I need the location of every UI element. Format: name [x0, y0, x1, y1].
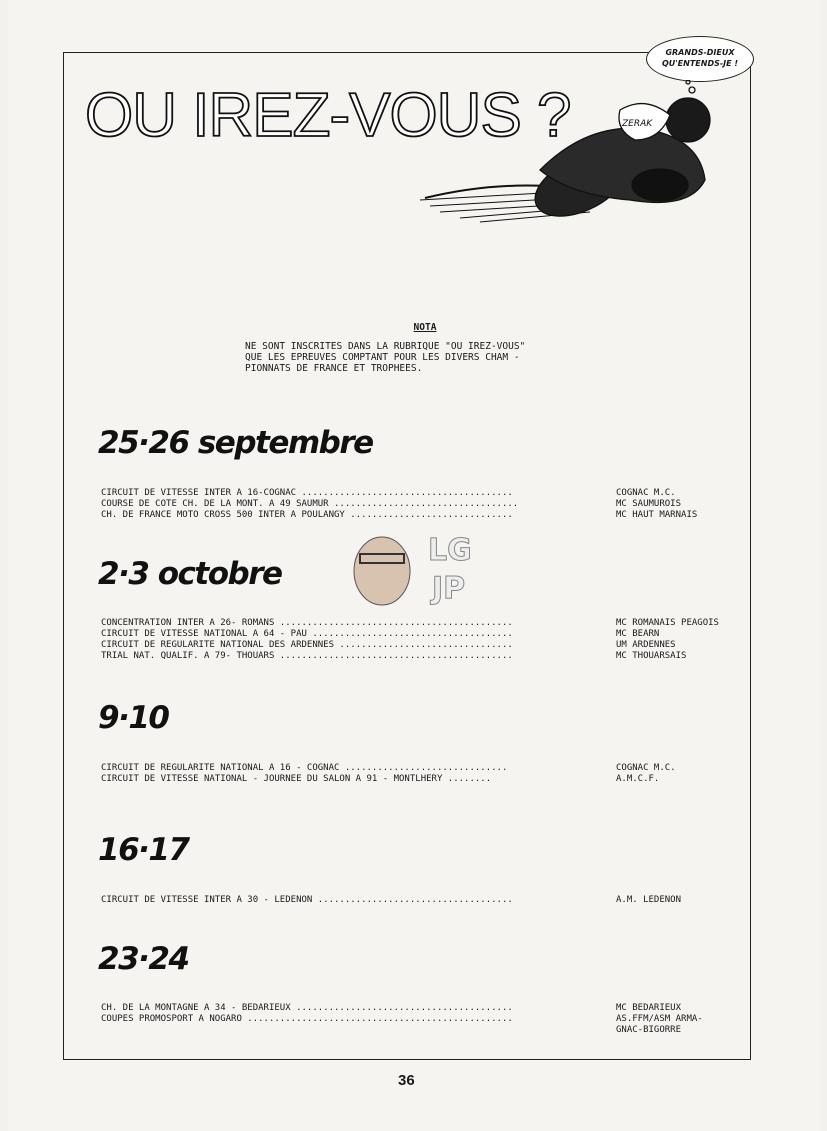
event-name: COUPES PROMOSPORT A NOGARO ................................................. — [101, 1014, 513, 1024]
page-title: OU IREZ-VOUS ? — [85, 81, 571, 150]
event-name: CONCENTRATION INTER A 26- ROMANS ........................................... — [101, 618, 513, 628]
event-list — [101, 1003, 721, 1036]
event-row — [101, 510, 721, 521]
event-organizer: MC HAUT MARNAIS — [616, 510, 698, 520]
event-name: CIRCUIT DE VITESSE NATIONAL A 64 - PAU ..................................... — [101, 629, 513, 639]
event-organizer: MC THOUARSAIS — [616, 651, 687, 661]
stamp-logo — [350, 526, 480, 606]
event-row — [101, 640, 721, 651]
date-heading: 9·10 — [98, 700, 169, 736]
event-row — [101, 499, 721, 510]
event-row — [101, 895, 721, 906]
event-row — [101, 1003, 721, 1014]
event-row — [101, 488, 721, 499]
event-name: CH. DE LA MONTAGNE A 34 - BEDARIEUX ........................................ — [101, 1003, 513, 1013]
nota-text — [245, 341, 605, 374]
event-organizer: MC BEARN — [616, 629, 660, 639]
event-name: CIRCUIT DE REGULARITE NATIONAL A 16 - COGNAC .............................. — [101, 763, 508, 773]
nota-line: QUE LES EPREUVES COMPTANT POUR LES DIVERS CHAM - — [245, 352, 520, 363]
event-row — [101, 774, 721, 785]
nota-line: NE SONT INSCRITES DANS LA RUBRIQUE "OU IREZ-VOUS" — [245, 341, 526, 352]
event-organizer: MC BEDARIEUX — [616, 1003, 682, 1013]
event-list — [101, 763, 721, 785]
event-organizer: COGNAC M.C. — [616, 763, 676, 773]
event-organizer: MC ROMANAIS PEAGOIS — [616, 618, 719, 628]
event-name: CIRCUIT DE VITESSE NATIONAL - JOURNEE DU SALON A 91 - MONTLHERY ........ — [101, 774, 492, 784]
event-organizer: MC SAUMUROIS — [616, 499, 682, 509]
date-heading: 2·3 octobre — [98, 556, 282, 592]
speech-bubble — [646, 36, 754, 82]
event-row — [101, 1014, 721, 1036]
event-list — [101, 488, 721, 521]
event-list — [101, 895, 721, 906]
event-organizer: AS.FFM/ASM ARMA- GNAC-BIGORRE — [616, 1014, 703, 1035]
date-heading: 23·24 — [98, 941, 189, 977]
event-row — [101, 618, 721, 629]
event-name: CIRCUIT DE VITESSE INTER A 16-COGNAC ....................................... — [101, 488, 513, 498]
event-row — [101, 651, 721, 662]
motorcycle-rider-illustration — [420, 80, 720, 240]
nota-line: PIONNATS DE FRANCE ET TROPHEES. — [245, 363, 423, 374]
date-heading: 25·26 septembre — [98, 425, 373, 461]
nota-block — [245, 322, 605, 374]
event-row — [101, 763, 721, 774]
event-organizer: A.M.C.F. — [616, 774, 660, 784]
event-name: CIRCUIT DE REGULARITE NATIONAL DES ARDENNES ................................ — [101, 640, 513, 650]
svg-text:ZERAK: ZERAK — [622, 119, 653, 129]
event-organizer: COGNAC M.C. — [616, 488, 676, 498]
stamp-text-1: LG — [428, 533, 472, 568]
stamp-text-2: JP — [432, 571, 466, 606]
date-heading: 16·17 — [98, 832, 189, 868]
bubble-line-1: GRANDS-DIEUX — [665, 48, 735, 57]
event-name: CH. DE FRANCE MOTO CROSS 500 INTER A POULANGY .............................. — [101, 510, 513, 520]
event-organizer: UM ARDENNES — [616, 640, 676, 650]
event-row — [101, 629, 721, 640]
bubble-line-2: QU'ENTENDS-JE ! — [661, 59, 739, 68]
event-name: CIRCUIT DE VITESSE INTER A 30 - LEDENON .................................... — [101, 895, 513, 905]
nota-title: NOTA — [413, 322, 437, 333]
event-organizer: A.M. LEDENON — [616, 895, 682, 905]
event-name: TRIAL NAT. QUALIF. A 79- THOUARS ........................................... — [101, 651, 513, 661]
page-number: 36 — [398, 1072, 415, 1089]
event-name: COURSE DE COTE CH. DE LA MONT. A 49 SAUMUR .................................. — [101, 499, 519, 509]
event-list — [101, 618, 721, 662]
